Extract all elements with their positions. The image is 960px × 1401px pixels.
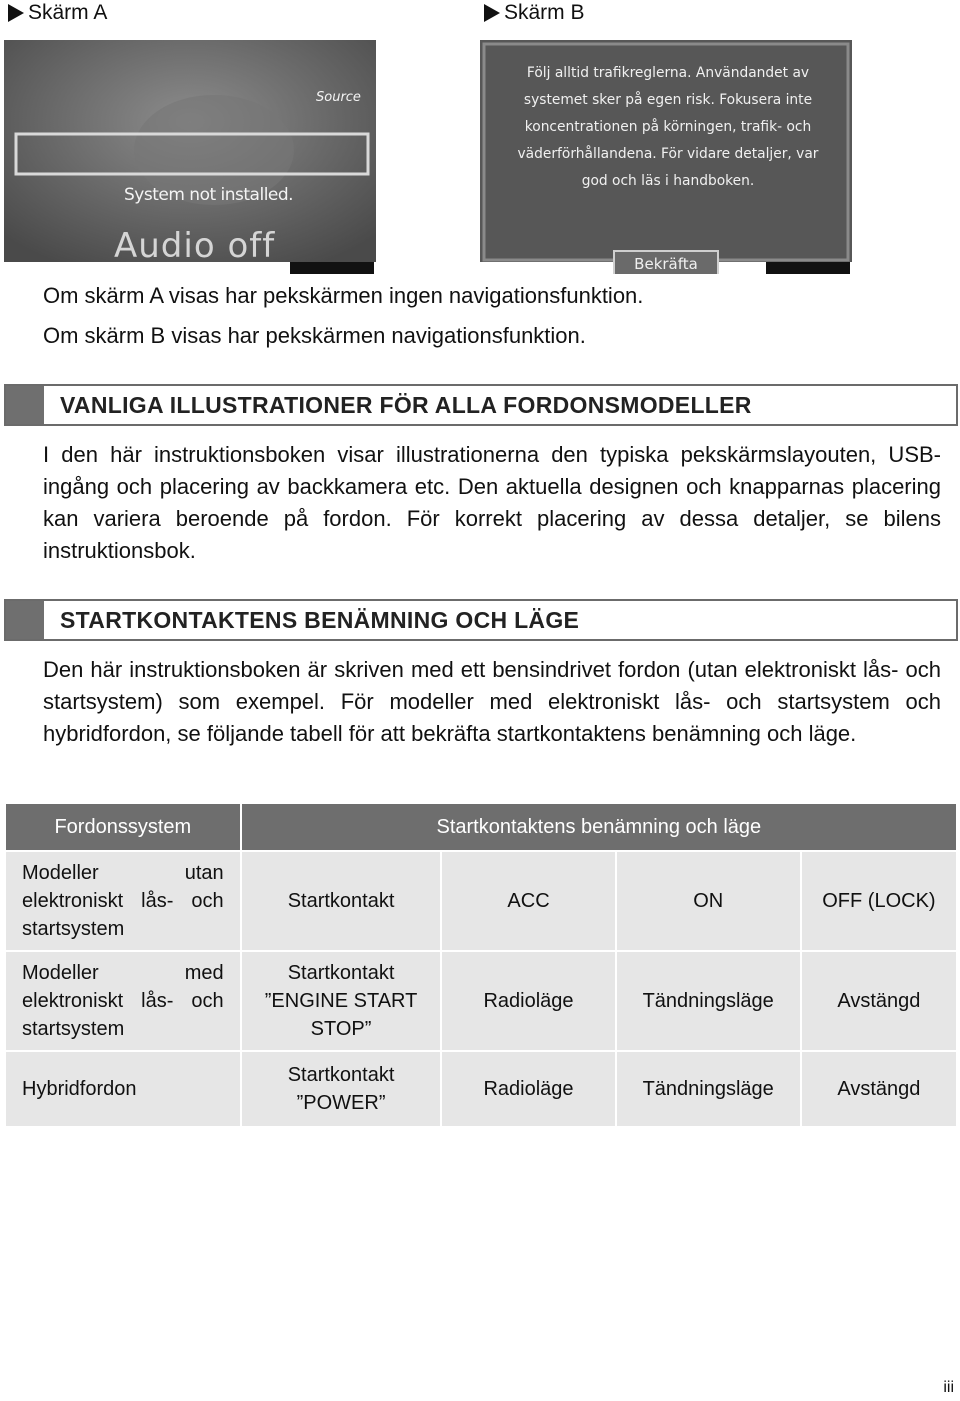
section-heading-text: STARTKONTAKTENS BENÄMNING OCH LÄGE (60, 607, 580, 633)
cell-name: Startkontakt ”ENGINE START STOP” (241, 951, 442, 1051)
intro-line-2: Om skärm B visas har pekskärmen navigationsfunktion. (43, 323, 586, 348)
page-number: iii (943, 1379, 954, 1396)
cell-name: Startkontakt ”POWER” (241, 1051, 442, 1127)
section-heading-illustrations (4, 384, 958, 426)
cell-acc: Radioläge (441, 1051, 615, 1127)
play-triangle-icon (8, 4, 24, 22)
screen-b-image (480, 40, 852, 274)
intro-line-1: Om skärm A visas har pekskärmen ingen navigationsfunktion. (43, 283, 644, 308)
warning-message: Följ alltid trafikreglerna. Användandet av systemet sker på egen risk. Fokusera inte koncentrationen på körningen, trafik- och väderförhållandena. För vidare detaljer, var god och läs i handboken. (517, 65, 819, 189)
system-message: System not installed. (124, 185, 294, 205)
section2-body: Den här instruktionsboken är skriven med ett bensindrivet fordon (utan elektroniskt lås- och startsystem) som exempel. För modeller med elektroniskt lås- och startsystem och hybridfordon, se följande tabell för att bekräfta startkontaktens benämning och läge. (43, 657, 941, 746)
screen-b-label (484, 0, 585, 26)
table-row (5, 951, 957, 1051)
section-heading-ignition (4, 599, 958, 641)
section-heading-text: VANLIGA ILLUSTRATIONER FÖR ALLA FORDONSMODELLER (60, 392, 752, 418)
table-row (5, 851, 957, 951)
play-triangle-icon (484, 4, 500, 22)
heading-marker (6, 601, 44, 639)
audio-off-text: Audio off (114, 226, 276, 266)
header-switch-name-position: Startkontaktens benämning och läge (241, 803, 957, 851)
screen-b-label-text: Skärm B (504, 1, 585, 24)
image-code-tag (766, 262, 850, 274)
screen-a-label-text: Skärm A (28, 1, 108, 24)
screen-a-label (8, 0, 107, 26)
cell-on: Tändningsläge (616, 1051, 801, 1127)
cell-system: Modeller utan elektroniskt lås- och startsystem (5, 851, 241, 951)
cell-off: OFF (LOCK) (801, 851, 957, 951)
cell-system: Modeller med elektroniskt lås- och startsystem (5, 951, 241, 1051)
table-row (5, 1051, 957, 1127)
confirm-button: Bekräfta (613, 250, 719, 274)
cell-acc: Radioläge (441, 951, 615, 1051)
cell-system: Hybridfordon (5, 1051, 241, 1127)
header-vehicle-system: Fordonssystem (5, 803, 241, 851)
section1-body: I den här instruktionsboken visar illustrationerna den typiska pekskärmslayouten, USB-ingång och placering av backkamera etc. Den aktuella designen och knapparnas placering kan variera beroende på fordon. För korrekt placering av dessa detaljer, se bilens instruktionsbok. (43, 442, 941, 563)
cell-name: Startkontakt (241, 851, 442, 951)
screen-a-image (4, 40, 376, 274)
heading-marker (6, 386, 44, 424)
cell-off: Avstängd (801, 1051, 957, 1127)
image-code-tag (290, 262, 374, 274)
cell-off: Avstängd (801, 951, 957, 1051)
cell-on: Tändningsläge (616, 951, 801, 1051)
cell-on: ON (616, 851, 801, 951)
ignition-table (4, 802, 958, 1128)
source-button: Source (316, 90, 361, 105)
table-header-row (5, 803, 957, 851)
cell-acc: ACC (441, 851, 615, 951)
